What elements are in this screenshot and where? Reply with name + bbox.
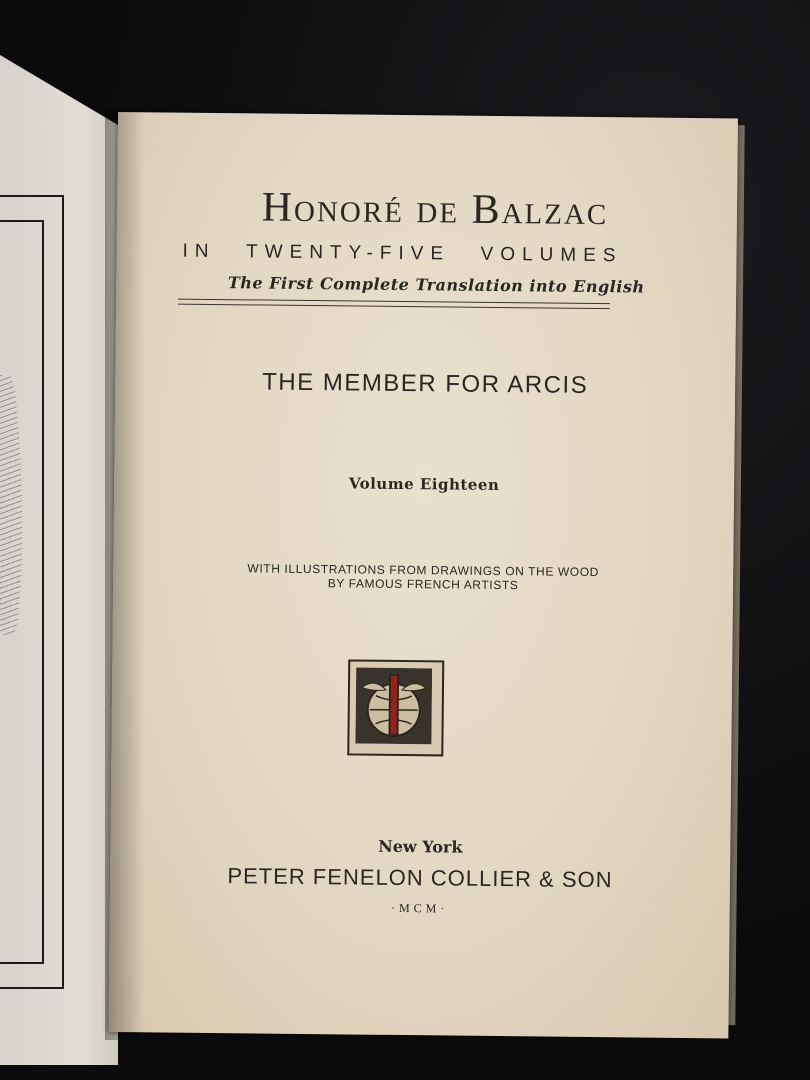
work-title: THE MEMBER FOR ARCIS <box>262 368 589 399</box>
facing-page <box>0 55 118 1065</box>
double-rule-bottom <box>178 304 610 310</box>
illustrations-note <box>113 560 733 594</box>
subtitle: The First Complete Translation into English <box>227 273 645 297</box>
illustrations-line-2: BY FAMOUS FRENCH ARTISTS <box>327 576 519 593</box>
spine-shadow <box>105 110 145 1040</box>
volumes-word-count: TWENTY-FIVE <box>245 241 451 265</box>
volumes-word-volumes: VOLUMES <box>480 243 623 267</box>
publisher-emblem-icon <box>347 659 444 756</box>
title-page <box>108 112 738 1038</box>
volume-number: Volume Eighteen <box>348 474 500 495</box>
publication-year: ·MCM· <box>390 900 449 916</box>
volumes-line <box>182 241 622 268</box>
illustrations-line-1: WITH ILLUSTRATIONS FROM DRAWINGS ON THE WOOD <box>247 561 600 580</box>
author-name: Honoré de Balzac <box>261 184 609 235</box>
publication-place: New York <box>378 836 463 857</box>
publisher-name: PETER FENELON COLLIER & SON <box>227 863 613 893</box>
volumes-word-in: IN <box>182 240 216 263</box>
